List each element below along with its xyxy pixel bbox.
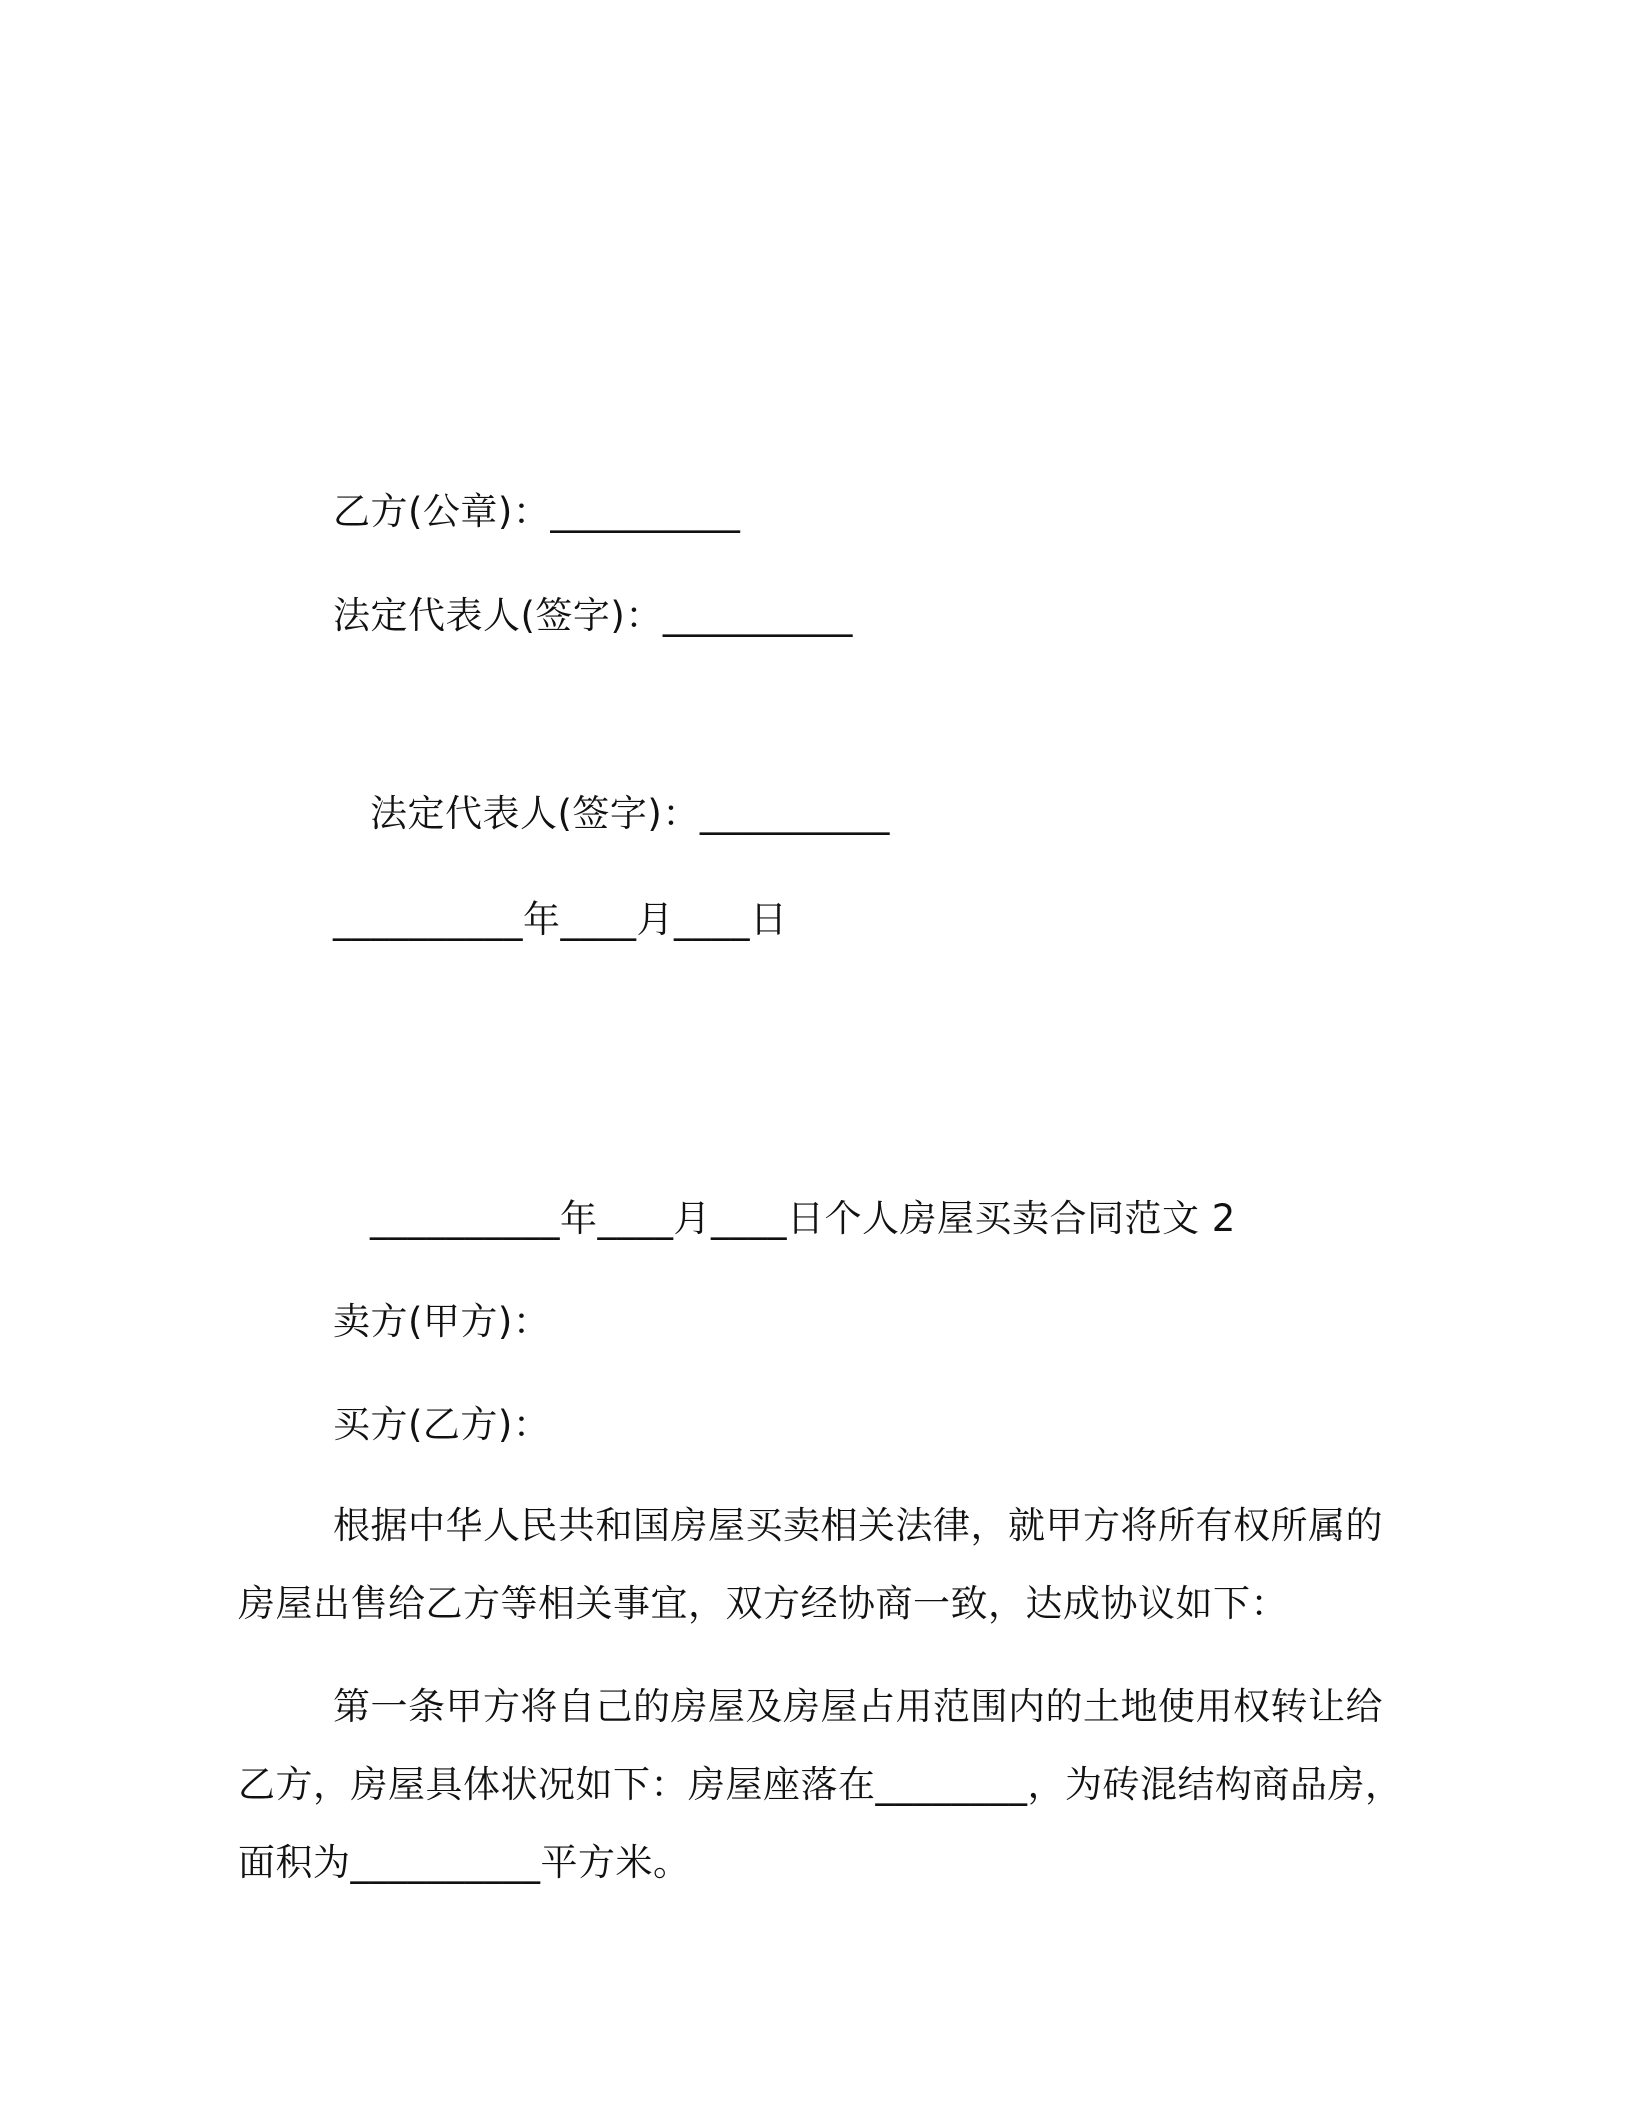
contract-title: __________年____月____日个人房屋买卖合同范文 2 bbox=[370, 1197, 1236, 1240]
paragraph-2-line-3: 面积为__________平方米。 bbox=[238, 1841, 691, 1884]
paragraph-2-line-2: 乙方，房屋具体状况如下：房屋座落在________，为砖混结构商品房， bbox=[238, 1763, 1403, 1806]
paragraph-2-line-1: 第一条甲方将自己的房屋及房屋占用范围内的土地使用权转让给 bbox=[333, 1685, 1383, 1728]
buyer-line: 买方(乙方)： bbox=[333, 1403, 551, 1446]
seller-line: 卖方(甲方)： bbox=[333, 1300, 551, 1343]
date-line: __________年____月____日 bbox=[333, 898, 788, 941]
paragraph-1-line-2: 房屋出售给乙方等相关事宜，双方经协商一致，达成协议如下： bbox=[238, 1582, 1288, 1625]
legal-representative-signature-line: 法定代表人(签字)：__________ bbox=[370, 792, 890, 835]
legal-representative-signature-line: 法定代表人(签字)：__________ bbox=[333, 594, 853, 637]
paragraph-1-line-1: 根据中华人民共和国房屋买卖相关法律，就甲方将所有权所属的 bbox=[333, 1504, 1383, 1547]
party-b-seal-line: 乙方(公章)：__________ bbox=[333, 490, 741, 533]
